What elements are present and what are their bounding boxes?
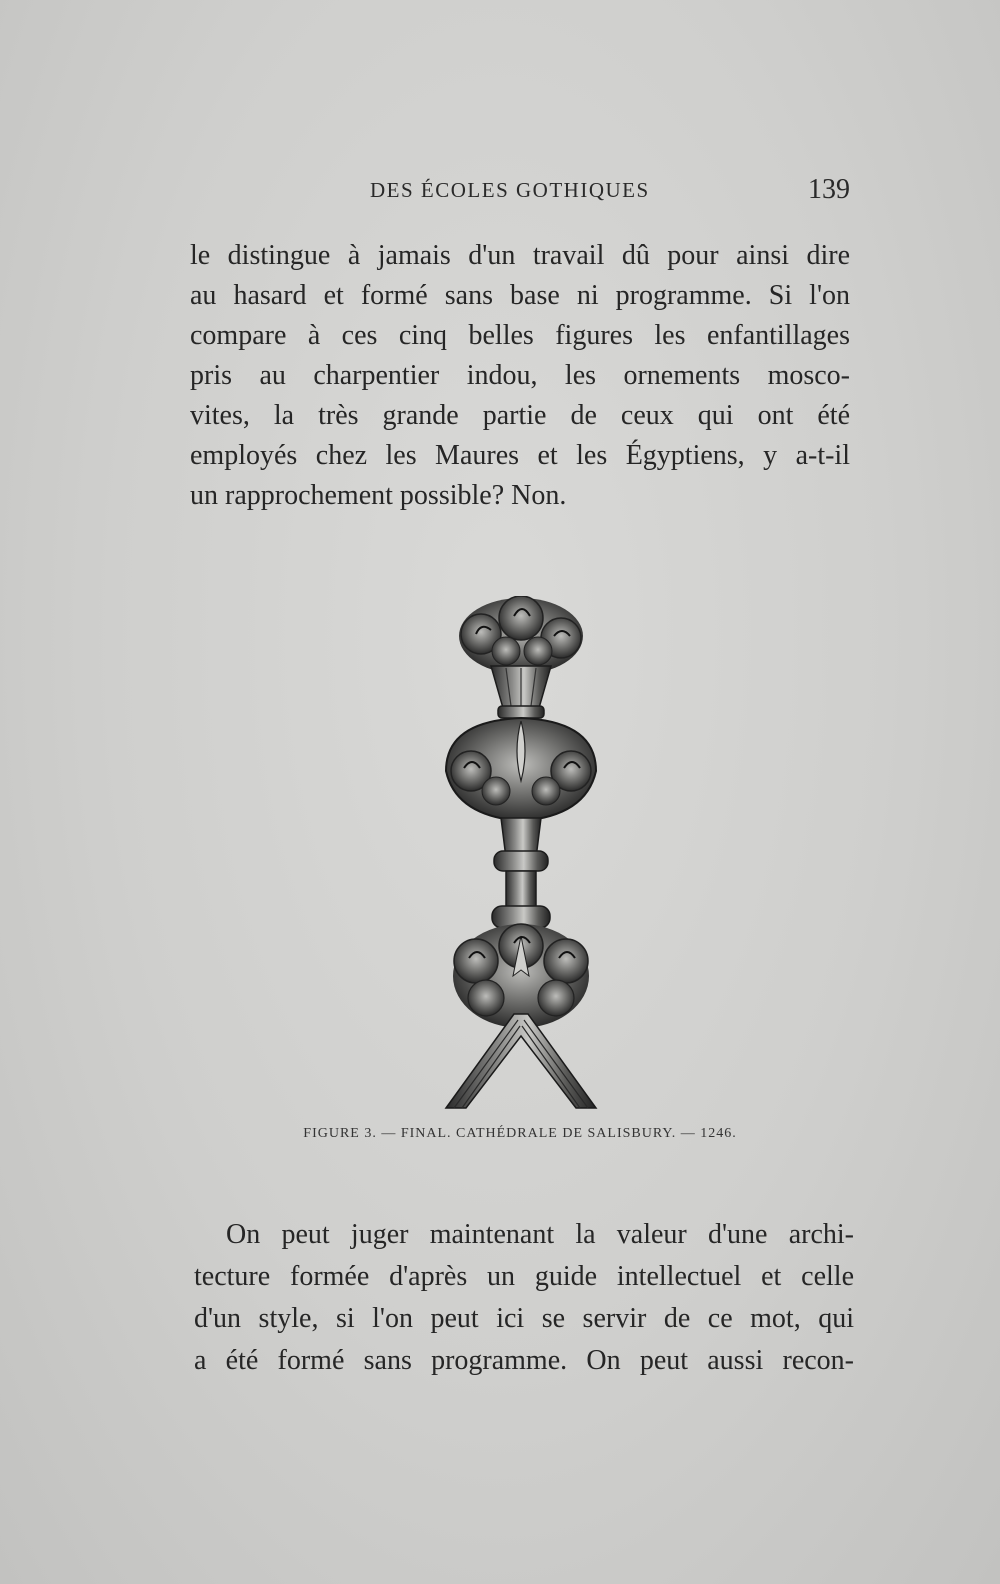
text-line: d'un style, si l'on peut ici se servir de ce mot, qui — [194, 1303, 854, 1334]
text-line: un rapprochement possible? Non. — [190, 480, 567, 511]
text-line: pris au charpentier indou, les ornements mosco- — [190, 360, 850, 391]
paragraph-1 — [190, 236, 850, 516]
text-line: employés chez les Maures et les Égyptiens, y a-t-il — [190, 440, 850, 471]
text-line: a été formé sans programme. On peut aussi recon- — [194, 1345, 854, 1376]
text-line: On peut juger maintenant la valeur d'une archi- — [226, 1219, 854, 1250]
running-head — [190, 174, 850, 208]
text-line: au hasard et formé sans base ni programme. Si l'on — [190, 280, 850, 311]
figure-caption: FIGURE 3. — FINAL. CATHÉDRALE DE SALISBURY. — 1246. — [303, 1126, 737, 1141]
gothic-finial-illustration — [436, 596, 606, 1116]
running-title: DES ÉCOLES GOTHIQUES — [370, 178, 650, 202]
page-number: 139 — [808, 174, 850, 205]
text-line: le distingue à jamais d'un travail dû pour ainsi dire — [190, 240, 850, 271]
top-foliage — [459, 596, 583, 674]
paragraph-2 — [194, 1214, 854, 1382]
text-line: tecture formée d'après un guide intellectuel et celle — [194, 1261, 854, 1292]
text-line: compare à ces cinq belles figures les enfantillages — [190, 320, 850, 351]
text-line: vites, la très grande partie de ceux qui ont été — [190, 400, 850, 431]
finial-engraving — [436, 596, 606, 1116]
lower-foliage — [453, 924, 589, 1028]
middle-foliage — [446, 718, 596, 821]
